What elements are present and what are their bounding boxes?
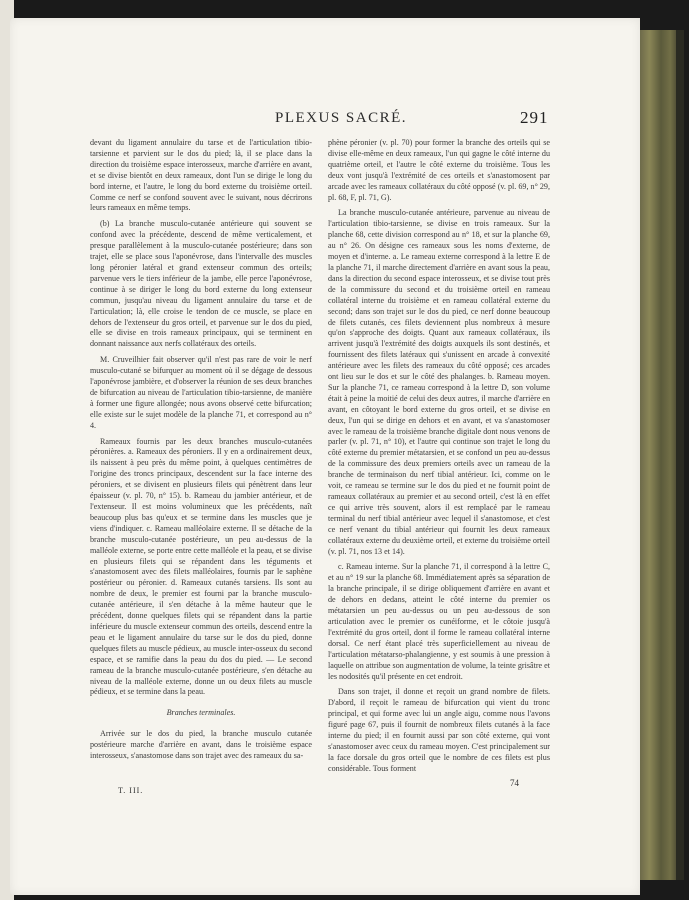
book-binding xyxy=(640,30,678,880)
running-header xyxy=(10,110,640,132)
paragraph: (b) La branche musculo-cutanée antérieure qui souvent se confond avec la précédente, descend de même verticalement, et presque parallèlement à la musculo-cutanée postérieure; dans son trajet, elle se place sous l'aponévrose, dans l'intervalle des muscles long péronier latéral et grand extenseur commun des orteils; parvenue vers le tiers inférieur de la jambe, elle perce l'aponévrose, continue à se diriger le long du bord externe du long extenseur commun, jusqu'au niveau du ligament annulaire du tarse et de l'articulation; là, elle croise le tendon de ce muscle, se place en dehors de l'extenseur du gros orteil, et parvenue sur le dos du pied, elle se divise en trois rameaux principaux, qui se terminent en donnant naissance aux nerfs collatéraux des orteils. xyxy=(90,219,312,349)
book-page xyxy=(10,18,640,895)
paragraph: M. Cruveilhier fait observer qu'il n'est pas rare de voir le nerf musculo-cutané se bifurquer au moment où il se dégage de dessous l'aponévrose jambière, et d'observer la réunion de ses deux branches de bifurcation au niveau de l'articulation tibio-tarsienne, de manière à former une figure allongée; nous avons observé cette bifurcation; elle existe sur le sujet modèle de la planche 71, et correspond au n° 4. xyxy=(90,355,312,430)
paragraph: Arrivée sur le dos du pied, la branche musculo cutanée postérieure marche d'arrière en avant, dans le troisième espace interosseux, s'anastomose dans son trajet avec des rameaux du sa- xyxy=(90,729,312,761)
signature-mark: 74 xyxy=(510,778,519,788)
volume-mark: T. III. xyxy=(118,786,144,795)
paragraph: devant du ligament annulaire du tarse et de l'articulation tibio-tarsienne et parvient sur le dos du pied; là, il se place dans la direction du troisième espace interosseux, marche d'arrière en avant, et se divise bientôt en deux rameaux, dont l'un se dirige le long du bord interne, et l'autre, le long du bord externe du troisième orteil. Comme ce nerf se confond souvent avec le suivant, nous décrirons leurs rameaux en même temps. xyxy=(90,138,312,213)
left-column xyxy=(90,138,312,767)
paragraph: phène péronier (v. pl. 70) pour former la branche des orteils qui se divise elle-même en deux rameaux, l'un qui gagne le côté interne du quatrième orteil, et l'autre le côté externe du troisième. Tous les deux vont jusqu'à l'extrémité de ces orteils et s'anastomosent par arcade avec les rameaux collatéraux du côté opposé (v. pl. 69, n° 29, pl. 68, F, pl. 71, G). xyxy=(328,138,550,202)
paragraph: Dans son trajet, il donne et reçoit un grand nombre de filets. D'abord, il reçoit le rameau de bifurcation qui vient du tronc principal, et qui forme avec lui un angle aigu, comme nous l'avons figuré page 67, puis il fournit de nombreux filets cutanés à la face interne du pied; il en fournit aussi par son côté externe, qui vont s'anastomoser avec ceux du rameau moyen. C'est principalement sur la face dorsale du gros orteil que le nombre de ces filets est plus considérable. Tous forment xyxy=(328,687,550,773)
paragraph: c. Rameau interne. Sur la planche 71, il correspond à la lettre C, et au n° 19 sur la planche 68. Immédiatement après sa séparation de la branche principale, il se dirige obliquement d'arrière en avant et de dehors en dedans, atteint le côté interne du premier os métatarsien un peu au-dessus ou un peu au-dessous de son articulation avec le premier os cunéiforme, et le côtoie jusqu'à l'extrémité du gros orteil, dont il forme le rameau collatéral interne dorsal. Ce nerf étant placé très superficiellement au niveau de l'articulation métatarso-phalangienne, y est soumis à une pression à laquelle on attribue son augmentation de volume, la teinte grisâtre et les nodosités qu'il présente en cet endroit. xyxy=(328,562,550,681)
paragraph: Rameaux fournis par les deux branches musculo-cutanées péronières. a. Rameaux des péroniers. Il y en a ordinairement deux, ils naissent à peu près du même point, à quelques centimètres de l'origine des troncs principaux, descendent sur la face interne des péroniers, et se divisent en plusieurs filets qui pénètrent dans leur épaisseur (v. pl. 70, n° 15). b. Rameau du jambier antérieur, et de l'extenseur. Il est moins volumineux que les précédents, naît beaucoup plus bas qu'eux et se termine dans les muscles que je viens d'indiquer. c. Rameau malléolaire externe. Il se détache de la branche musculo-cutanée postérieure, un peu au-dessus de la malléole externe, se porte entre cette malléole et la peau, et se divise en plusieurs filets qui se répandent dans les téguments et s'anastomosent avec des filets malléolaires, fournis par le saphène postérieur ou péronier. d. Rameaux cutanés tarsiens. Ils sont au nombre de deux, le premier est fourni par la branche musculo-cutanée antérieure, il s'en détache à la même hauteur que le précédent, donne quelques filets qui se répandent dans la partie inférieure du muscle extenseur commun des orteils, descend entre la peau et le ligament annulaire du tarse sur le dos du pied, donne quelques filets au muscle pédieux, au muscle inter-osseux du second espace, et se ramifie dans la peau du dos du pied. — Le second rameau de la branche musculo-cutanée postérieure, s'en détache au niveau de la malléole externe, donne un ou deux filets au muscle pédieux, et se termine dans la peau. xyxy=(90,436,312,697)
page-number: 291 xyxy=(520,108,549,127)
running-title: PLEXUS SACRÉ. xyxy=(275,110,408,126)
right-column xyxy=(328,138,550,780)
paragraph: La branche musculo-cutanée antérieure, parvenue au niveau de l'articulation tibio-tarsienne, se divise en trois rameaux. Sur la planche 68, cette division correspond au n° 18, et sur la planche 69, au n° 26. On désigne ces rameaux sous les noms d'externe, de moyen et d'interne. a. Le rameau externe correspond à la lettre E de la planche 71, il marche directement d'arrière en avant sous la peau, dans la direction du second espace interosseux, et se divise tout près de la commissure du second et du troisième orteil en rameau collatéral interne du troisième et en rameau collatéral externe du second; dans son trajet sur le dos du pied, ce nerf donne beaucoup de filets cutanés, ces filets deviennent plus nombreux à mesure qu'on s'approche des doigts. Quant aux rameaux collatéraux, ils arrivent jusqu'à l'extrémité des doigts auxquels ils sont destinés, et fournissent des filets latéraux qui s'unissent en arcade à convexité antérieure avec les filets des rameaux du côté opposé; ces arcades ont lieu sur le dos et sur le côté des phalanges. b. Rameau moyen. Sur la planche 71, ce rameau correspond à la lettre D, son volume était à peine la moitié de celui des deux autres, il marche d'arrière en avant, en côtoyant le bord externe du gros orteil, et se divise en deux, l'un qui se dirige en dehors et en avant, et va s'anastomoser avec le rameau de la troisième branche digitale dont nous venons de parler (v. pl. 71, n° 10), et l'autre qui continue son trajet le long du côté externe du premier métatarsien, et se confond un peu au-dessus de la commissure des deux premiers orteils avec un rameau de la branche de terminaison du nerf tibial antérieur. Ici, comme on le voit, ce rameau se termine sur le dos du pied et ne fournit point de rameaux collatéraux au premier et au second orteil, c'est là en effet ce qui arrive très souvent, alors il est remplacé par le rameau terminal du nerf tibial antérieur avec lequel il s'anastomose, et c'est ce nerf venant du tibial antérieur qui fournit les deux rameaux collatéraux externe du deuxième orteil, et externe du troisième orteil (v. pl. 71, nos 13 et 14). xyxy=(328,208,550,556)
section-subheading: Branches terminales. xyxy=(166,708,236,718)
